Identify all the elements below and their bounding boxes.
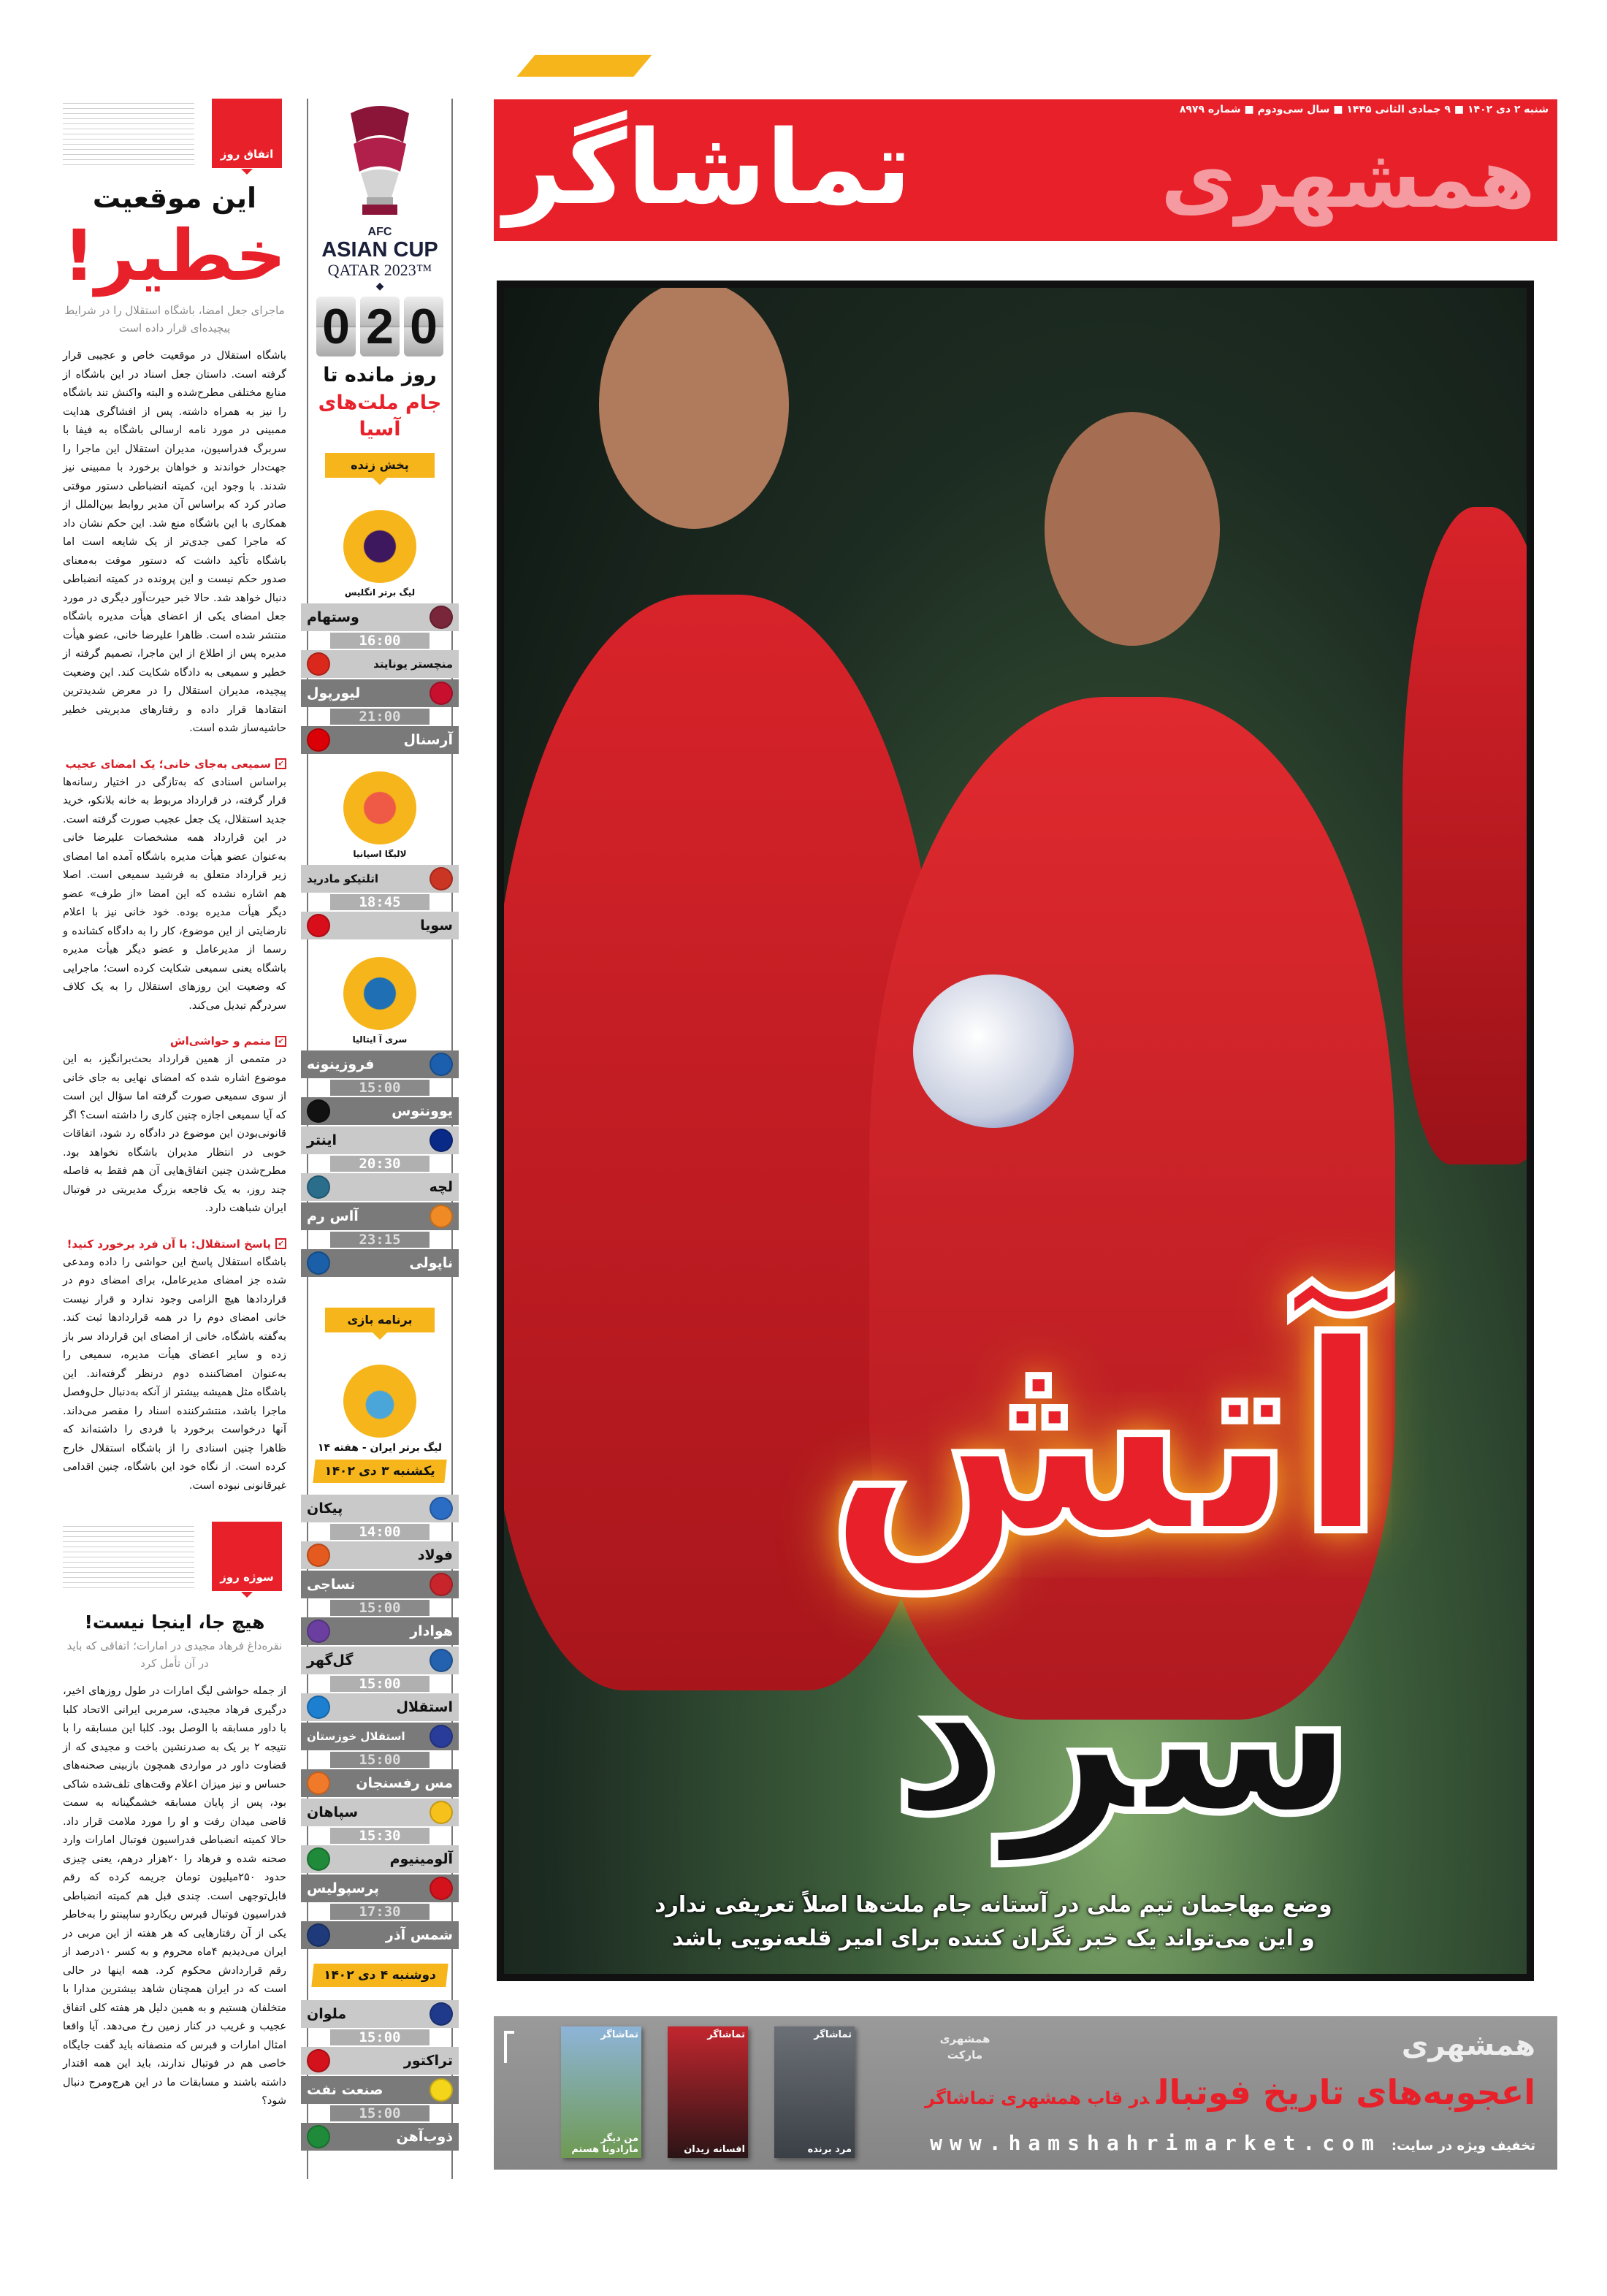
iran-league-block [308,1349,451,1495]
match-row [301,2076,459,2152]
match-time: 15:00 [330,1600,430,1616]
article-secondary [63,1522,286,2111]
match-time: 23:15 [330,1232,430,1248]
team-logo-icon [430,2002,453,2026]
league-block [308,755,451,865]
league-name: لالیگا اسپانیا [353,849,407,859]
corner-mark [504,2031,514,2063]
countdown-digit: 0 [316,297,356,356]
afc-asian-cup-logo [308,99,451,223]
match-row [301,1050,459,1126]
away-team: ناپولی [301,1249,459,1277]
away-team: مس رفسنجان [301,1769,459,1797]
team-logo-icon [430,1497,453,1520]
away-team: لچه [301,1173,459,1201]
hamshahri-logo: همشهری [1401,2029,1535,2062]
player-figure [1402,507,1534,1164]
team-logo-icon [430,1725,453,1748]
team-logo-icon [307,1923,330,1947]
team-logo-icon [307,728,330,752]
match-row [301,1571,459,1647]
home-team: فروزینونه [301,1050,459,1078]
cover-subheadline: وضع مهاجمان تیم ملی در آستانه جام ملت‌ها اصلاً تعریفی ندارد و این می‌تواند یک خبر نگران کننده برای امیر قلعه‌نویی باشد [654,1892,1332,1951]
afc-wordmark: AFC ASIAN CUP QATAR 2023™ ◆ [308,226,451,292]
team-logo-icon [430,606,453,629]
arrow-box-icon: ↙ [275,1238,286,1249]
match-time: 15:00 [330,1676,430,1692]
diamond-icon: ◆ [375,280,384,291]
issue-dateline: شنبه ۲ دی ۱۴۰۲ ■ ۹ جمادی الثانی ۱۴۴۵ ■ سال سی‌ودوم ■ شماره ۸۹۷۹ [1179,104,1549,115]
cover-headline-bottom: سرد [891,1607,1356,1862]
player-head [599,281,789,529]
home-team: سپاهان [301,1799,459,1826]
schedule-column [307,99,453,2179]
match-row [301,1874,459,1950]
magazine-cover[interactable]: تماشاگر افسانه زیدان [668,2026,748,2158]
team-logo-icon [307,1847,330,1871]
countdown-caption: روز مانده تا [323,364,437,386]
article-body: از جمله حواشی لیگ امارات در طول روزهای اخیر، درگیری فرهاد مجیدی، سرمربی ایرانی الاتحاد کلبا با داور مسابقه با الوصل بود. کلبا این مسابقه را با نتیجه ۲ بر یک به صدرنشین باخت و مجیدی که از قضاوت داور در مواردی همچون بازبینی صحنه‌های حساس و نیز میزان اعلام وقت‌های تلف‌شده شاکی بود، پس از پایان مسابقه خشمگینانه به سمت قاضی میدان رفت و او را مورد ملامت قرار داد. حالا کمیته انضباطی فدراسیون فوتبال امارات وارد صحنه شده و فرهاد را ۲۰هزار درهم، یعنی چیزی حدود ۲۵۰میلیون تومان جریمه کرده که رقم قابل‌توجهی است. چندی قبل هم کمیته انضباطی فدراسیون فوتبال قبرس ریکاردو ساپینتو را به‌خاطر یکی از آن رفتارهایی که هر هفته از این مربی در ایران می‌دیدیم ۴ماه محروم و به کسر ۱۰درصد از رقم قراردادش محکوم کرد. همه اینها در حالی است که در ایران همچنان شاهد بیشترین مدارا با متخلفان هستیم و به همین دلیل هر هفته کلی اتفاق عجیب و غریب در کنار زمین رخ می‌دهد. آیا واقعا امثال امارات و قبرس که منصفانه باید گفت جایگاه خاصی هم در فوتبال ندارند، باید این همه اقتدار داشته باشند و مسابقات ما در این هرج‌ومرج دنبال شود؟ [63,1685,286,2107]
team-logo-icon [307,1099,330,1123]
home-team: آاس رم [301,1202,459,1230]
away-team: سویا [301,912,459,939]
article-summary: ماجرای جعل امضا، باشگاه استقلال را در شرایط پیچیده‌ای قرار داده است [64,304,285,335]
ad-url-link[interactable]: www.hamshahrimarket.com [930,2131,1381,2155]
left-column [63,99,286,2111]
countdown-caption-red: جام ملت‌های [318,392,442,414]
player-head [1045,412,1220,646]
league-block [308,941,451,1050]
article-heading: این موقعیت [92,182,257,214]
masthead [494,99,1557,241]
league-name: سری آ ایتالیا [352,1034,408,1045]
match-row [301,1647,459,1723]
team-logo-icon [430,682,453,705]
home-team: پرسپولیس [301,1874,459,1902]
team-logo-icon [430,1205,453,1228]
team-logo-icon [307,2049,330,2072]
home-team: اتلتیکو مادرید [301,865,459,893]
magazine-cover[interactable]: تماشاگر مرد برنده [774,2026,855,2158]
section-label: سوژه روز [212,1522,282,1591]
match-time: 16:00 [330,633,430,649]
arrow-box-icon: ↙ [275,1036,286,1047]
countdown-digit: 0 [404,297,443,356]
home-team: صنعت نفت [301,2076,459,2104]
home-team: وستهام [301,603,459,631]
match-time: 15:00 [330,2105,430,2121]
home-team: ملوان [301,2000,459,2028]
team-logo-icon [307,2125,330,2148]
live-broadcast-tag: پخش زنده [325,453,435,478]
away-team: استقلال [301,1693,459,1721]
decorative-lines [63,99,194,168]
article-lead [63,99,286,1495]
away-team: شمس آذر [301,1921,459,1949]
match-time: 15:00 [330,1080,430,1096]
home-team: اینتر [301,1126,459,1154]
team-logo-icon [307,1696,330,1719]
away-team: ذوب‌آهن [301,2123,459,2151]
match-row [301,679,459,755]
league-name: لیگ برتر انگلیس [344,587,416,598]
match-row [301,1202,459,1278]
team-logo-icon [307,1620,330,1643]
team-logo-icon [430,1877,453,1900]
away-team: آرسنال [301,726,459,754]
home-team: نساجی [301,1571,459,1598]
match-time: 18:45 [330,894,430,910]
subsection-body: براساس اسنادی که به‌تازگی در اختیار رسانه‌ها قرار گرفته، در قرارداد مربوط به خانه بلانکو، خرید جدید استقلال، یک جعل عجیب صورت گرفته است. در این قرارداد همه مشخصات علیرضا خانی به‌عنوان عضو هیأت مدیره باشگاه آمده اما امضای زیر قرارداد متعلق به فرشید سمیعی است. اصلا هم اشاره نشده که این امضا «از طرف» عضو دیگر هیأت مدیره بوده. خود خانی نیز با اعلام نارضایتی از این موضوع، کار را به دادگاه کشانده و رسما از مدیرعامل و عضو دیگر هیأت مدیره باشگاه یعنی سمیعی شکایت کرده است؛ ماجرایی که وضعیت این روزهای استقلال را به یک کلاف سردرگم تبدیل می‌کند. [63,776,286,1012]
league-logo [343,957,416,1030]
league-logo [343,771,416,844]
match-time: 20:30 [330,1156,430,1172]
match-row [301,1126,459,1202]
match-date-band: یکشنبه ۳ دی ۱۴۰۲ [313,1460,446,1483]
match-row [301,1495,459,1571]
away-team: فولاد [301,1541,459,1569]
arrow-box-icon: ↙ [275,758,286,769]
match-row [301,1723,459,1799]
league-logo [343,510,416,583]
masthead-accent-slash [516,55,652,77]
match-row [301,603,459,679]
away-team: آلومینیوم [301,1845,459,1873]
subsection-heading: ↙ پاسخ استقلال: با آن فرد برخورد کنید! [63,1235,286,1254]
home-team: استقلال خوزستان [301,1723,459,1750]
hamshahri-market-logo: همشهری مارکت [939,2032,990,2062]
match-schedule [308,494,451,2152]
team-logo-icon [430,1053,453,1076]
masthead-title-hamshahri: همشهری [1161,131,1535,226]
article-body: باشگاه استقلال در موقعیت خاص و عجیبی قرار گرفته است. داستان جعل اسناد در این باشگاه از منابع مختلفی مطرح‌شده و البته واکنش تند باشگاه را نیز به همراه داشته. پس از افشاگری هدایت ممبینی در مورد نامه ارسالی باشگاه به فیفا با سربرگ فدراسیون، مدیران استقلال این ماجرا را جهت‌دار خواندند و خواهان برخورد با ممبینی نیز شدند. با وجود این، کمیته انضباطی دستور موقتی صادر کرد که براساس آن مدیر روابط بین‌الملل از همکاری با این باشگاه منع شد. این حکم نشان داد که ماجرا کمی جدی‌تر از یک شایعه است اما باشگاه تأکید داشت که دستور موقت به‌معنای صدور حکم نیست و این پرونده در کمیته انضباطی دنبال خواهد شد. حالا خبر حیرت‌آور دیگری در مورد جعل امضای یکی از اعضای هیأت مدیره باشگاه منتشر شده است. ظاهرا علیرضا خانی، عضو هیأت مدیره پس از اطلاع از این ماجرا، تصمیم گرفته از خطیر و سمیعی به دادگاه شکایت کند. این وضعیت پیچیده، مدیران استقلال را در معرض شدیدترین انتقادها قرار داده و رفتارهای مدیریتی خطیر حاشیه‌ساز شده است. [63,350,286,734]
match-row [301,865,459,941]
team-logo-icon [307,1251,330,1275]
team-logo-icon [430,2078,453,2102]
match-time: 15:00 [330,2029,430,2045]
subsection-heading: ↙ سمیعی به‌جای خانی؛ یک امضای عجیب [63,755,286,774]
persian-gulf-pro-league-logo [343,1365,416,1438]
team-logo-icon [430,867,453,890]
team-logo-icon [307,1771,330,1795]
subsection-body: در متممی از همین قرارداد بحث‌برانگیز، به این موضوع اشاره شده که امضای نهایی به جای خانی از سوی سمیعی صورت گرفته اما سؤال این است که آیا سمیعی اجازه چنین کاری را داشته است؟ اگر قانونی‌بودن این موضوع در دادگاه رد شود، اتفاقات خوبی در انتظار مدیران باشگاه نخواهد بود. مطرح‌شدن چنین اتفاق‌هایی آن هم فقط به فاصله چند روز، به یک فاجعه بزرگ مدیریتی در فوتبال ایران شباهت دارد. [63,1053,286,1214]
decorative-lines [63,1522,194,1591]
home-team: گل‌گهر [301,1647,459,1674]
hamshahri-market-ad[interactable] [494,2016,1557,2170]
football [913,975,1074,1128]
match-time: 21:00 [330,709,430,725]
match-row [301,1799,459,1874]
home-team: پیکان [301,1495,459,1522]
schedule-tag: برنامه بازی [325,1308,435,1332]
match-row [301,2000,459,2076]
ad-url-line: تخفیف ویژه در سایت:www.hamshahrimarket.com [930,2131,1535,2155]
league-block [308,494,451,603]
team-logo-icon [307,1175,330,1199]
cover-headline-top: آتش [825,1286,1386,1592]
match-date-band: دوشنبه ۴ دی ۱۴۰۲ [311,1964,448,1987]
match-time: 15:30 [330,1828,430,1844]
countdown-digit: 2 [360,297,400,356]
match-time: 14:00 [330,1524,430,1540]
league-week-label: لیگ برتر ایران - هفته ۱۴ [317,1442,442,1454]
subsection-body: باشگاه استقلال پاسخ این حواشی را داده ومدعی شده جز امضای مدیرعامل، برای امضای دوم در قراردادها هیچ الزامی وجود ندارد و قرار نیست خانی امضای دوم را در همه قراردادها ثبت کند. به‌گفته باشگاه، خانی از امضای این قرارداد سر باز زده و سایر اعضای هیأت مدیره، سمیعی را به‌عنوان امضاکننده دوم درنظر گرفته‌اند. این باشگاه مثل همیشه بیشتر از آنکه به‌دنبال حل‌وفصل ماجرا باشد، منتشرکننده اسناد را مقصر می‌داند. آنها درخواست برخورد با فردی را داشته‌اند که ظاهرا چنین اسنادی را از باشگاه استقلال خارج کرده است. از نگاه خود این باشگاه، چنین اقدامی غیرقانونی نبوده است. [63,1256,286,1492]
away-team: منچستر یونایتد [301,650,459,678]
team-logo-icon [307,1544,330,1567]
team-logo-icon [430,1573,453,1596]
team-logo-icon [430,1649,453,1672]
away-team: هوادار [301,1617,459,1645]
away-team: یوونتوس [301,1097,459,1125]
section-label: اتفاق روز [212,99,282,168]
team-logo-icon [307,652,330,676]
article-heading-emphasis: خطیر! [63,215,286,297]
match-time: 17:30 [330,1904,430,1920]
countdown-caption-red: آسیا [359,418,401,440]
home-team: لیورپول [301,679,459,707]
match-time: 15:00 [330,1752,430,1768]
masthead-title-tamashagar: تماشاگر [504,109,912,228]
team-logo-icon [430,1801,453,1824]
team-logo-icon [430,1129,453,1152]
countdown-counter [308,297,451,356]
team-logo-icon [307,914,330,937]
subsection-heading: ↙ متمم و حواشی‌اش [63,1031,286,1050]
ad-title: اعجوبه‌های تاریخ فوتبالدر قاب همشهری تماشاگر [925,2072,1535,2112]
article-heading: هیچ جا، اینجا نیست! [84,1612,265,1633]
article-summary: نقره‌داغ فرهاد مجیدی در امارات؛ اتفاقی که باید در آن تأمل کرد [66,1639,283,1670]
magazine-cover[interactable]: تماشاگر من دیگر مارادونا هستم [561,2026,641,2158]
away-team: تراکتور [301,2047,459,2075]
